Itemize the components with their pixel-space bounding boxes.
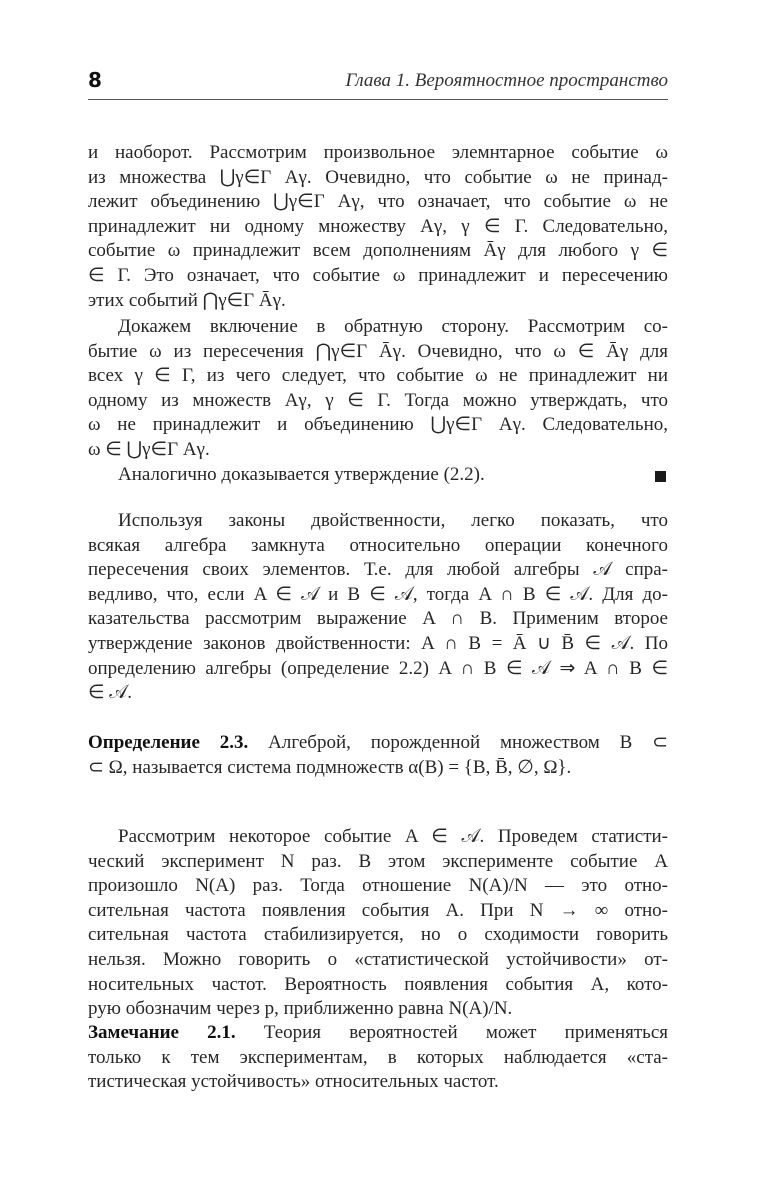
definition-first-line (88, 731, 668, 756)
text-line: нельзя. Можно говорить о «статистической устойчивости» от- (88, 948, 668, 970)
text-line: определению алгебры (определение 2.2) A ∩ B ∈ 𝒜 ⇒ A ∩ B ∈ (88, 657, 668, 679)
text-line: тистическая устойчивость» относительных частот. (88, 1071, 499, 1093)
text-line: пересечения своих элементов. Т.е. для любой алгебры 𝒜 спра- (88, 559, 668, 581)
text-line: Рассмотрим некоторое событие A ∈ 𝒜. Проведем статисти- (118, 826, 668, 847)
text-line: сительная частота стабилизируется, но о сходимости говорить (88, 924, 668, 946)
page-number: 8 (88, 68, 102, 92)
text-line: бытие ω из пересечения ⋂γ∈Γ Āγ. Очевидно, что ω ∈ Āγ для (88, 340, 668, 362)
proof-closing-text: Аналогично доказывается утверждение (2.2). (118, 463, 485, 485)
running-title: Глава 1. Вероятностное пространство (345, 70, 668, 91)
text-line: носительных частот. Вероятность появления события A, кото- (88, 973, 668, 995)
proof-paragraph-2 (88, 315, 668, 487)
remark-block (88, 1021, 668, 1095)
text-line: ∈ 𝒜. (88, 682, 133, 704)
text-line: Используя законы двойственности, легко показать, что (118, 510, 668, 531)
text-line: ∈ Γ. Это означает, что событие ω принадлежит и пересечению (88, 264, 668, 286)
definition-label: Определение 2.3. (88, 732, 249, 753)
text-line: ω ∈ ⋃γ∈Γ Aγ. (88, 438, 210, 460)
text-line: ведливо, что, если A ∈ 𝒜 и B ∈ 𝒜, тогда A ∩ B ∈ 𝒜. Для до- (88, 583, 668, 605)
text-line: и наоборот. Рассмотрим произвольное элемнтарное событие ω (88, 142, 668, 163)
proof-closing-line (88, 463, 668, 488)
text-line: всех γ ∈ Γ, из чего следует, что событие ω не принадлежит ни (88, 365, 668, 387)
remark-label: Замечание 2.1. (88, 1022, 236, 1043)
frequency-paragraph (88, 825, 668, 1022)
text-line: сительная частота появления события A. При N → ∞ отно- (88, 899, 668, 921)
text-line: рую обозначим через p, приближенно равна N(A)/N. (88, 998, 513, 1020)
proof-paragraph-1 (88, 141, 668, 313)
text-line: утверждение законов двойственности: A ∩ B = Ā ∪ B̄ ∈ 𝒜. По (88, 632, 668, 654)
text-line: одному из множеств Aγ, γ ∈ Γ. Тогда можно утверждать, что (88, 389, 668, 411)
text-line: ω не принадлежит и объединению ⋃γ∈Γ Aγ. Следовательно, (88, 414, 668, 436)
text-line: ческий эксперимент N раз. В этом эксперименте событие A (88, 850, 668, 872)
page-header (88, 66, 668, 100)
algebra-paragraph (88, 509, 668, 706)
remark-text: Теория вероятностей может применяться (263, 1022, 668, 1043)
text-line: событие ω принадлежит всем дополнениям Āγ для любого γ ∈ (88, 240, 668, 262)
header-rule (88, 99, 668, 100)
text-line: всякая алгебра замкнута относительно операции конечного (88, 534, 668, 556)
definition-text: Алгеброй, порожденной множеством B ⊂ (268, 732, 668, 753)
text-line: произошло N(A) раз. Тогда отношение N(A)/N — это отно- (88, 875, 668, 897)
text-line: этих событий ⋂γ∈Γ Āγ. (88, 289, 286, 311)
text-line: казательства рассмотрим выражение A ∩ B. Применим второе (88, 608, 668, 630)
text-line: из множества ⋃γ∈Γ Aγ. Очевидно, что событие ω не принад- (88, 166, 668, 188)
text-line: принадлежит ни одному множеству Aγ, γ ∈ Γ. Следовательно, (88, 215, 668, 237)
qed-square-icon (655, 471, 666, 482)
remark-first-line (88, 1021, 668, 1046)
text-line: Докажем включение в обратную сторону. Рассмотрим со- (118, 316, 668, 337)
text-line: только к тем экспериментам, в которых наблюдается «ста- (88, 1046, 668, 1068)
definition-block (88, 731, 668, 780)
text-line: лежит объединению ⋃γ∈Γ Aγ, что означает, что событие ω не (88, 191, 668, 213)
text-line: ⊂ Ω, называется система подмножеств α(B) = {B, B̄, ∅, Ω}. (88, 756, 572, 778)
